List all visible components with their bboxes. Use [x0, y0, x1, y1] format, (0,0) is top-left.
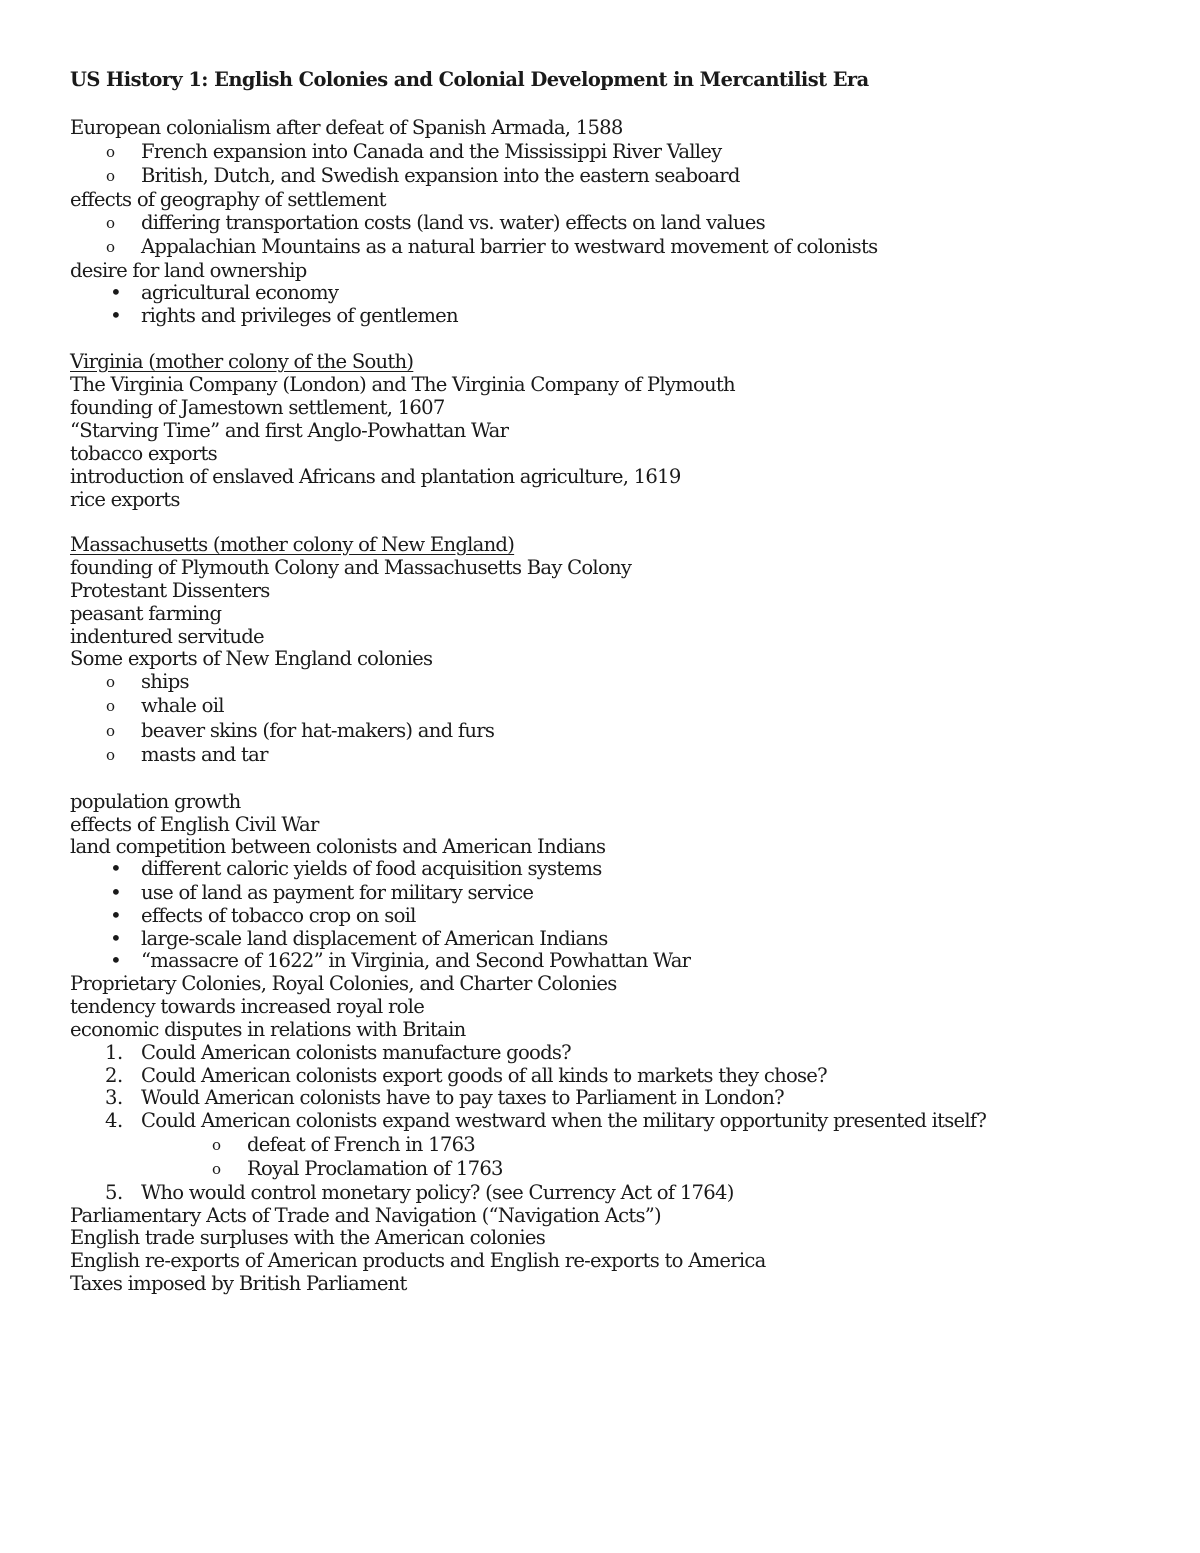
text-line: founding of Jamestown settlement, 1607	[70, 396, 445, 419]
list-marker-circle: o	[106, 673, 116, 691]
text-line: Proprietary Colonies, Royal Colonies, and Charter Colonies	[70, 972, 617, 995]
list-item: Royal Proclamation of 1763	[247, 1157, 503, 1180]
section-heading-geography: effects of geography of settlement	[70, 188, 386, 211]
list-marker-bullet: •	[110, 903, 122, 927]
section-heading-massachusetts: Massachusetts (mother colony of New England)	[70, 533, 515, 556]
list-number: 3.	[105, 1086, 123, 1109]
section-heading-virginia: Virginia (mother colony of the South)	[70, 350, 414, 373]
text-line: Protestant Dissenters	[70, 579, 270, 602]
list-item: large-scale land displacement of American Indians	[141, 927, 608, 950]
text-line: tobacco exports	[70, 442, 217, 465]
list-marker-bullet: •	[110, 948, 122, 972]
list-marker-circle: o	[106, 238, 116, 256]
list-marker-circle: o	[106, 214, 116, 232]
list-item: use of land as payment for military service	[141, 881, 534, 904]
list-marker-circle: o	[106, 143, 116, 161]
list-item: ships	[141, 670, 189, 693]
list-number: 2.	[105, 1064, 123, 1087]
text-line: peasant farming	[70, 602, 222, 625]
text-line: effects of English Civil War	[70, 813, 319, 836]
list-marker-bullet: •	[110, 856, 122, 880]
list-item: effects of tobacco crop on soil	[141, 904, 416, 927]
list-marker-circle: o	[106, 167, 116, 185]
text-line: land competition between colonists and American Indians	[70, 835, 606, 858]
text-line: Taxes imposed by British Parliament	[70, 1272, 407, 1295]
list-marker-circle: o	[106, 697, 116, 715]
list-item: Could American colonists expand westward when the military opportunity presented itself?	[141, 1109, 987, 1132]
list-item: “massacre of 1622” in Virginia, and Second Powhattan War	[141, 949, 691, 972]
list-number: 1.	[105, 1041, 123, 1064]
list-item: Appalachian Mountains as a natural barrier to westward movement of colonists	[141, 235, 878, 258]
list-number: 5.	[105, 1181, 123, 1204]
section-heading-european-colonialism: European colonialism after defeat of Spanish Armada, 1588	[70, 116, 623, 139]
list-item: agricultural economy	[141, 281, 339, 304]
list-item: masts and tar	[141, 743, 268, 766]
text-line: founding of Plymouth Colony and Massachusetts Bay Colony	[70, 556, 632, 579]
list-item: whale oil	[141, 694, 224, 717]
text-line: introduction of enslaved Africans and plantation agriculture, 1619	[70, 465, 681, 488]
list-item: defeat of French in 1763	[247, 1133, 476, 1156]
list-item: British, Dutch, and Swedish expansion into the eastern seaboard	[141, 164, 740, 187]
list-item: Who would control monetary policy? (see Currency Act of 1764)	[141, 1181, 734, 1204]
list-marker-bullet: •	[110, 280, 122, 304]
text-line: Some exports of New England colonies	[70, 647, 433, 670]
text-line: tendency towards increased royal role	[70, 995, 425, 1018]
list-marker-bullet: •	[110, 303, 122, 327]
text-line: English re-exports of American products and English re-exports to America	[70, 1249, 766, 1272]
list-item: differing transportation costs (land vs. water) effects on land values	[141, 211, 765, 234]
list-item: Would American colonists have to pay taxes to Parliament in London?	[141, 1086, 784, 1109]
list-marker-bullet: •	[110, 880, 122, 904]
text-line: “Starving Time” and first Anglo-Powhattan War	[70, 419, 509, 442]
text-line: rice exports	[70, 488, 180, 511]
text-line: economic disputes in relations with Britain	[70, 1018, 466, 1041]
list-item: rights and privileges of gentlemen	[141, 304, 458, 327]
list-item: beaver skins (for hat-makers) and furs	[141, 719, 495, 742]
list-item: Could American colonists export goods of all kinds to markets they chose?	[141, 1064, 827, 1087]
list-item: French expansion into Canada and the Mississippi River Valley	[141, 140, 722, 163]
list-marker-bullet: •	[110, 926, 122, 950]
text-line: The Virginia Company (London) and The Virginia Company of Plymouth	[70, 373, 735, 396]
list-number: 4.	[105, 1109, 123, 1132]
list-marker-circle: o	[212, 1160, 222, 1178]
list-marker-circle: o	[212, 1136, 222, 1154]
text-line: Parliamentary Acts of Trade and Navigation (“Navigation Acts”)	[70, 1204, 661, 1227]
list-marker-circle: o	[106, 722, 116, 740]
list-item: Could American colonists manufacture goods?	[141, 1041, 571, 1064]
section-heading-land-ownership: desire for land ownership	[70, 259, 307, 282]
text-line: population growth	[70, 790, 241, 813]
text-line: indentured servitude	[70, 625, 264, 648]
text-line: English trade surpluses with the American colonies	[70, 1226, 545, 1249]
list-item: different caloric yields of food acquisition systems	[141, 857, 602, 880]
list-marker-circle: o	[106, 746, 116, 764]
document-title: US History 1: English Colonies and Colonial Development in Mercantilist Era	[70, 68, 869, 91]
